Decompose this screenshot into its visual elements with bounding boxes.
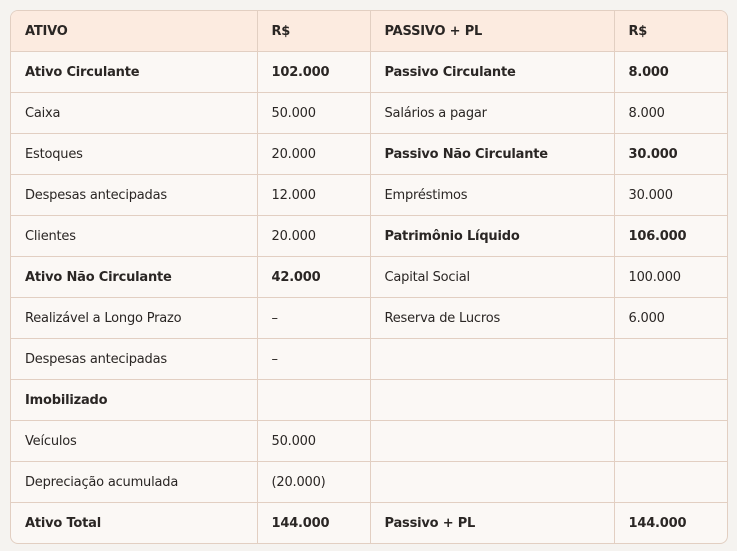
liability-label: Reserva de Lucros (370, 298, 614, 339)
asset-value: 20.000 (257, 134, 370, 175)
asset-label: Veículos (11, 421, 257, 462)
liability-label (370, 339, 614, 380)
asset-label: Imobilizado (11, 380, 257, 421)
asset-label: Caixa (11, 93, 257, 134)
liability-label: Salários a pagar (370, 93, 614, 134)
liability-value (614, 462, 727, 503)
liability-value (614, 421, 727, 462)
table-row (11, 462, 727, 503)
asset-value: 144.000 (257, 503, 370, 544)
asset-value: – (257, 339, 370, 380)
asset-label: Depreciação acumulada (11, 462, 257, 503)
table-row (11, 503, 727, 544)
asset-value: (20.000) (257, 462, 370, 503)
table-row (11, 216, 727, 257)
table-row (11, 380, 727, 421)
liability-value: 6.000 (614, 298, 727, 339)
table-row (11, 93, 727, 134)
asset-value: – (257, 298, 370, 339)
liability-label: Passivo + PL (370, 503, 614, 544)
table-row (11, 134, 727, 175)
asset-value: 12.000 (257, 175, 370, 216)
table-row (11, 421, 727, 462)
asset-value (257, 380, 370, 421)
header-ativo-value: R$ (257, 11, 370, 52)
liability-label (370, 380, 614, 421)
balance-sheet-table-container (10, 10, 728, 544)
liability-value: 30.000 (614, 134, 727, 175)
liability-value: 106.000 (614, 216, 727, 257)
asset-label: Ativo Circulante (11, 52, 257, 93)
asset-label: Despesas antecipadas (11, 175, 257, 216)
liability-value: 8.000 (614, 93, 727, 134)
header-passivo-value: R$ (614, 11, 727, 52)
liability-value: 8.000 (614, 52, 727, 93)
asset-label: Despesas antecipadas (11, 339, 257, 380)
liability-label (370, 421, 614, 462)
liability-value: 144.000 (628, 515, 687, 531)
asset-value: 42.000 (257, 257, 370, 298)
table-row (11, 52, 727, 93)
liability-value (614, 339, 727, 380)
liability-label: Passivo Não Circulante (370, 134, 614, 175)
asset-label: Ativo Total (11, 503, 257, 544)
table-row (11, 175, 727, 216)
asset-label: Realizável a Longo Prazo (11, 298, 257, 339)
header-passivo: PASSIVO + PL (370, 11, 614, 52)
table-row (11, 298, 727, 339)
liability-label: Empréstimos (370, 175, 614, 216)
asset-value: 50.000 (257, 93, 370, 134)
asset-label: Clientes (11, 216, 257, 257)
table-row (11, 339, 727, 380)
header-ativo: ATIVO (11, 11, 257, 52)
liability-label (370, 462, 614, 503)
liability-value: 100.000 (614, 257, 727, 298)
asset-label: Estoques (11, 134, 257, 175)
liability-label: Passivo Circulante (370, 52, 614, 93)
asset-value: 20.000 (257, 216, 370, 257)
header-row (11, 11, 727, 52)
liability-value (614, 380, 727, 421)
liability-label: Capital Social (370, 257, 614, 298)
balance-sheet-table (11, 11, 727, 543)
asset-value: 102.000 (257, 52, 370, 93)
asset-label: Ativo Não Circulante (11, 257, 257, 298)
table-row (11, 257, 727, 298)
liability-label: Patrimônio Líquido (370, 216, 614, 257)
asset-value: 50.000 (257, 421, 370, 462)
liability-value: 30.000 (614, 175, 727, 216)
